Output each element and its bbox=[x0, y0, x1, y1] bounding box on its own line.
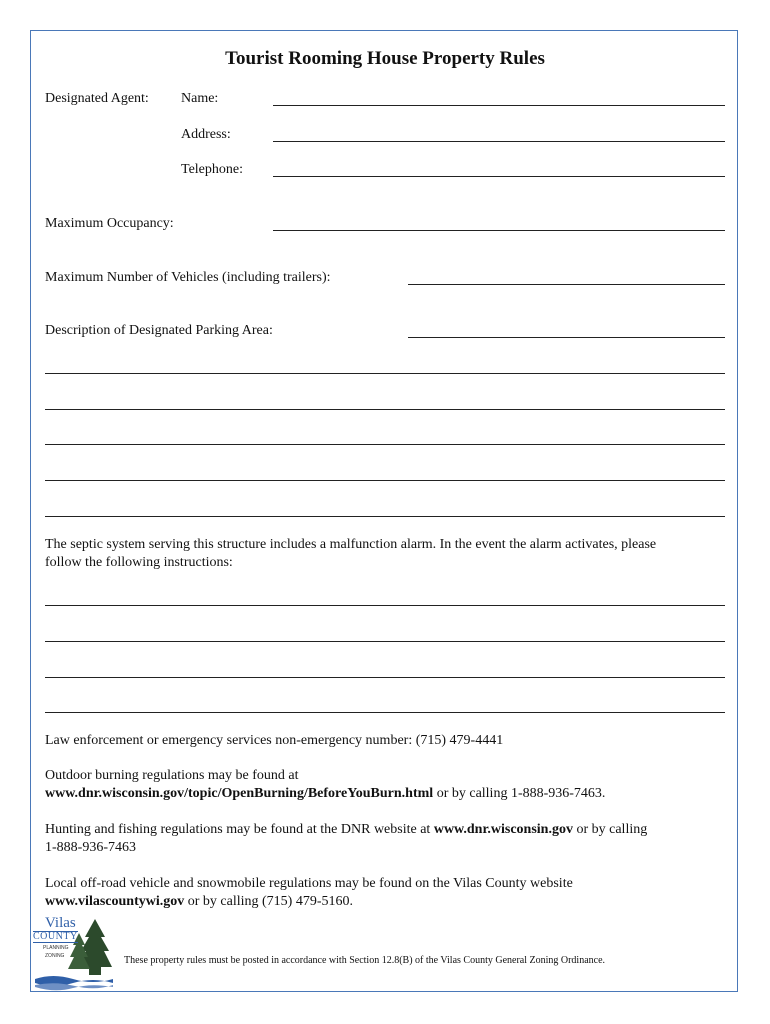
vehicles-field[interactable] bbox=[408, 284, 725, 285]
hunting-regulations bbox=[45, 821, 725, 857]
parking-description-line[interactable] bbox=[45, 480, 725, 481]
logo-word-vilas: Vilas bbox=[45, 915, 76, 931]
parking-label: Description of Designated Parking Area: bbox=[45, 323, 273, 338]
septic-instruction-line[interactable] bbox=[45, 605, 725, 606]
burning-regulations bbox=[45, 767, 725, 803]
dnr-link[interactable]: www.dnr.wisconsin.gov bbox=[433, 822, 573, 837]
septic-text-line2: follow the following instructions: bbox=[45, 555, 233, 570]
vehicles-label: Maximum Number of Vehicles (including trailers): bbox=[45, 270, 331, 285]
septic-instruction-line[interactable] bbox=[45, 677, 725, 678]
address-field[interactable] bbox=[273, 141, 725, 142]
address-label: Address: bbox=[181, 127, 231, 142]
septic-text-line1: The septic system serving this structure includes a malfunction alarm. In the event the alarm activates, please bbox=[45, 537, 657, 552]
hunting-suffix: or by calling bbox=[572, 822, 648, 837]
hunting-phone: 1-888-936-7463 bbox=[45, 840, 136, 855]
law-enforcement-text: Law enforcement or emergency services non-emergency number: (715) 479-4441 bbox=[45, 733, 504, 748]
vilas-county-link[interactable]: www.vilascountywi.gov bbox=[45, 894, 185, 909]
parking-description-line[interactable] bbox=[45, 516, 725, 517]
septic-instruction-line[interactable] bbox=[45, 641, 725, 642]
telephone-field[interactable] bbox=[273, 176, 725, 177]
telephone-label: Telephone: bbox=[181, 162, 243, 177]
occupancy-field[interactable] bbox=[273, 230, 725, 231]
footer-note: These property rules must be posted in accordance with Section 12.8(B) of the Vilas County General Zoning Ordinance. bbox=[124, 955, 606, 966]
parking-description-line[interactable] bbox=[45, 409, 725, 410]
logo-word-county: COUNTY bbox=[33, 931, 78, 942]
parking-field[interactable] bbox=[408, 337, 725, 338]
burning-phone-text: or by calling 1-888-936-7463. bbox=[433, 786, 606, 801]
logo-line-zoning: ZONING bbox=[45, 953, 65, 959]
offroad-regulations bbox=[45, 875, 725, 911]
offroad-phone-text: or by calling (715) 479-5160. bbox=[184, 894, 353, 909]
septic-instruction-line[interactable] bbox=[45, 712, 725, 713]
designated-agent-label: Designated Agent: bbox=[45, 91, 149, 106]
septic-instructions-text bbox=[45, 536, 725, 572]
page-title: Tourist Rooming House Property Rules bbox=[225, 48, 545, 69]
offroad-text: Local off-road vehicle and snowmobile regulations may be found on the Vilas County website bbox=[45, 876, 573, 891]
occupancy-label: Maximum Occupancy: bbox=[45, 216, 174, 231]
parking-description-line[interactable] bbox=[45, 373, 725, 374]
name-field[interactable] bbox=[273, 105, 725, 106]
hunting-text: Hunting and fishing regulations may be found at the DNR website at bbox=[45, 822, 434, 837]
name-label: Name: bbox=[181, 91, 219, 106]
logo-line-planning: PLANNING bbox=[43, 945, 69, 951]
parking-description-line[interactable] bbox=[45, 444, 725, 445]
burning-text: Outdoor burning regulations may be found at bbox=[45, 768, 299, 783]
burning-link[interactable]: www.dnr.wisconsin.gov/topic/OpenBurning/BeforeYouBurn.html bbox=[45, 786, 434, 801]
vilas-county-logo bbox=[33, 917, 115, 991]
